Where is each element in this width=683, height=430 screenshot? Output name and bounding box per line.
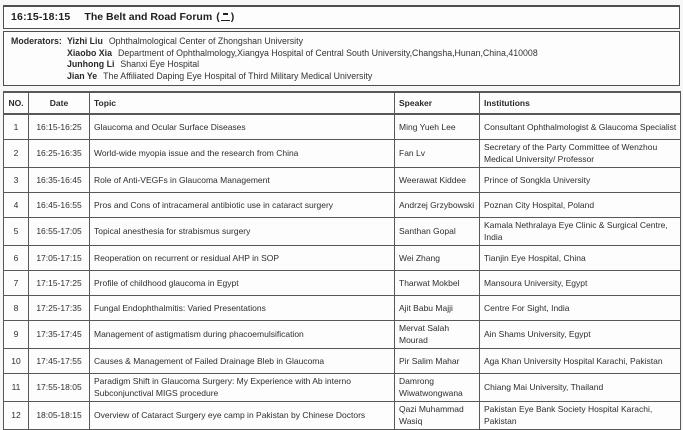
table-row [4, 349, 681, 374]
row-institution: Mansoura University, Egypt [480, 271, 681, 296]
moderator-name: Junhong Li [67, 59, 115, 70]
row-no: 12 [4, 402, 29, 430]
row-institution: Kamala Nethralaya Eye Clinic & Surgical Centre, India [480, 218, 681, 246]
row-no: 7 [4, 271, 29, 296]
row-speaker: Ajit Babu Majji [395, 296, 480, 321]
row-topic: Reoperation on recurrent or residual AHP in SOP [90, 246, 395, 271]
table-row [4, 296, 681, 321]
row-speaker: Damrong Wiwatwongwana [395, 374, 480, 402]
row-institution: Aga Khan University Hospital Karachi, Pakistan [480, 349, 681, 374]
row-institution: Pakistan Eye Bank Society Hospital Karachi, Pakistan [480, 402, 681, 430]
row-speaker: Mervat Salah Mourad [395, 321, 480, 349]
row-institution: Centre For Sight, India [480, 296, 681, 321]
row-speaker: Ming Yueh Lee [395, 114, 480, 140]
row-topic: Management of astigmatism during phacoemulsification [90, 321, 395, 349]
moderators-list [11, 36, 672, 82]
moderator-affiliation: The Affiliated Daping Eye Hospital of Third Military Medical University [103, 70, 373, 81]
forum-schedule-page [3, 5, 680, 430]
session-time: 16:15-18:15 [11, 11, 71, 23]
cjk-two-glyph [221, 12, 230, 21]
row-date: 17:35-17:45 [29, 321, 90, 349]
row-speaker: Santhan Gopal [395, 218, 480, 246]
row-speaker: Weerawat Kiddee [395, 168, 480, 193]
row-date: 17:25-17:35 [29, 296, 90, 321]
moderators-label: Moderators: [11, 36, 62, 46]
row-date: 17:15-17:25 [29, 271, 90, 296]
table-body [4, 114, 681, 430]
row-topic: Profile of childhood glaucoma in Egypt [90, 271, 395, 296]
row-institution: Tianjin Eye Hospital, China [480, 246, 681, 271]
table-header-row [4, 92, 681, 114]
table-row [4, 374, 681, 402]
moderator-affiliation: Ophthalmological Center of Zhongshan University [108, 36, 303, 46]
table-row [4, 402, 681, 430]
row-topic: Paradigm Shift in Glaucoma Surgery: My Experience with Ab interno Subconjunctival MIGS procedure [90, 374, 395, 402]
row-institution: Ain Shams University, Egypt [480, 321, 681, 349]
row-topic: Overview of Cataract Surgery eye camp in Pakistan by Chinese Doctors [90, 402, 395, 430]
moderator-name: Jian Ye [67, 70, 98, 81]
row-date: 16:45-16:55 [29, 193, 90, 218]
session-number-note: ( ) [216, 11, 235, 23]
table-row [4, 271, 681, 296]
moderator-affiliation: Shanxi Eye Hospital [120, 59, 200, 70]
row-date: 17:05-17:15 [29, 246, 90, 271]
moderator-line [11, 59, 672, 71]
row-date: 16:25-16:35 [29, 140, 90, 168]
row-topic: World-wide myopia issue and the research from China [90, 140, 395, 168]
row-topic: Fungal Endophthalmitis: Varied Presentations [90, 296, 395, 321]
row-date: 16:15-16:25 [29, 114, 90, 140]
row-no: 1 [4, 114, 29, 140]
moderator-line [11, 48, 672, 60]
row-no: 9 [4, 321, 29, 349]
row-speaker: Qazi Muhammad Wasiq [395, 402, 480, 430]
row-topic: Pros and Cons of intracameral antibiotic use in cataract surgery [90, 193, 395, 218]
row-no: 2 [4, 140, 29, 168]
row-no: 6 [4, 246, 29, 271]
row-topic: Role of Anti-VEGFs in Glaucoma Management [90, 168, 395, 193]
row-date: 16:35-16:45 [29, 168, 90, 193]
schedule-table [3, 91, 681, 430]
row-topic: Topical anesthesia for strabismus surgery [90, 218, 395, 246]
table-row [4, 168, 681, 193]
moderator-name: Yizhi Liu [67, 36, 103, 46]
moderators-box [3, 31, 680, 86]
row-date: 17:55-18:05 [29, 374, 90, 402]
moderator-line [11, 71, 672, 83]
row-date: 16:55-17:05 [29, 218, 90, 246]
table-row [4, 114, 681, 140]
row-speaker: Fan Lv [395, 140, 480, 168]
row-no: 4 [4, 193, 29, 218]
table-header [4, 92, 681, 114]
table-row [4, 246, 681, 271]
col-header-institutions: Institutions [480, 92, 681, 114]
col-header-speaker: Speaker [395, 92, 480, 114]
col-header-no: NO. [4, 92, 29, 114]
row-speaker: Tharwat Mokbel [395, 271, 480, 296]
row-institution: Chiang Mai University, Thailand [480, 374, 681, 402]
col-header-date: Date [29, 92, 90, 114]
row-speaker: Andrzej Grzybowski [395, 193, 480, 218]
row-topic: Causes & Management of Failed Drainage Bleb in Glaucoma [90, 349, 395, 374]
table-row [4, 193, 681, 218]
row-institution: Poznan City Hospital, Poland [480, 193, 681, 218]
table-row [4, 140, 681, 168]
row-no: 3 [4, 168, 29, 193]
row-no: 10 [4, 349, 29, 374]
moderator-line [11, 36, 672, 48]
table-row [4, 321, 681, 349]
row-no: 5 [4, 218, 29, 246]
row-institution: Secretary of the Party Committee of Wenzhou Medical University/ Professor [480, 140, 681, 168]
row-institution: Consultant Ophthalmologist & Glaucoma Specialist [480, 114, 681, 140]
moderator-affiliation: Department of Ophthalmology,Xiangya Hospital of Central South University,Changsha,Hunan,China,410008 [117, 47, 538, 58]
row-institution: Prince of Songkla University [480, 168, 681, 193]
col-header-topic: Topic [90, 92, 395, 114]
row-topic: Glaucoma and Ocular Surface Diseases [90, 114, 395, 140]
row-date: 18:05-18:15 [29, 402, 90, 430]
session-title: The Belt and Road Forum [84, 11, 213, 23]
session-title-bar [3, 5, 680, 29]
row-speaker: Wei Zhang [395, 246, 480, 271]
row-speaker: Pir Salim Mahar [395, 349, 480, 374]
row-no: 11 [4, 374, 29, 402]
moderator-name: Xiaobo Xia [67, 47, 112, 58]
row-date: 17:45-17:55 [29, 349, 90, 374]
row-no: 8 [4, 296, 29, 321]
table-row [4, 218, 681, 246]
